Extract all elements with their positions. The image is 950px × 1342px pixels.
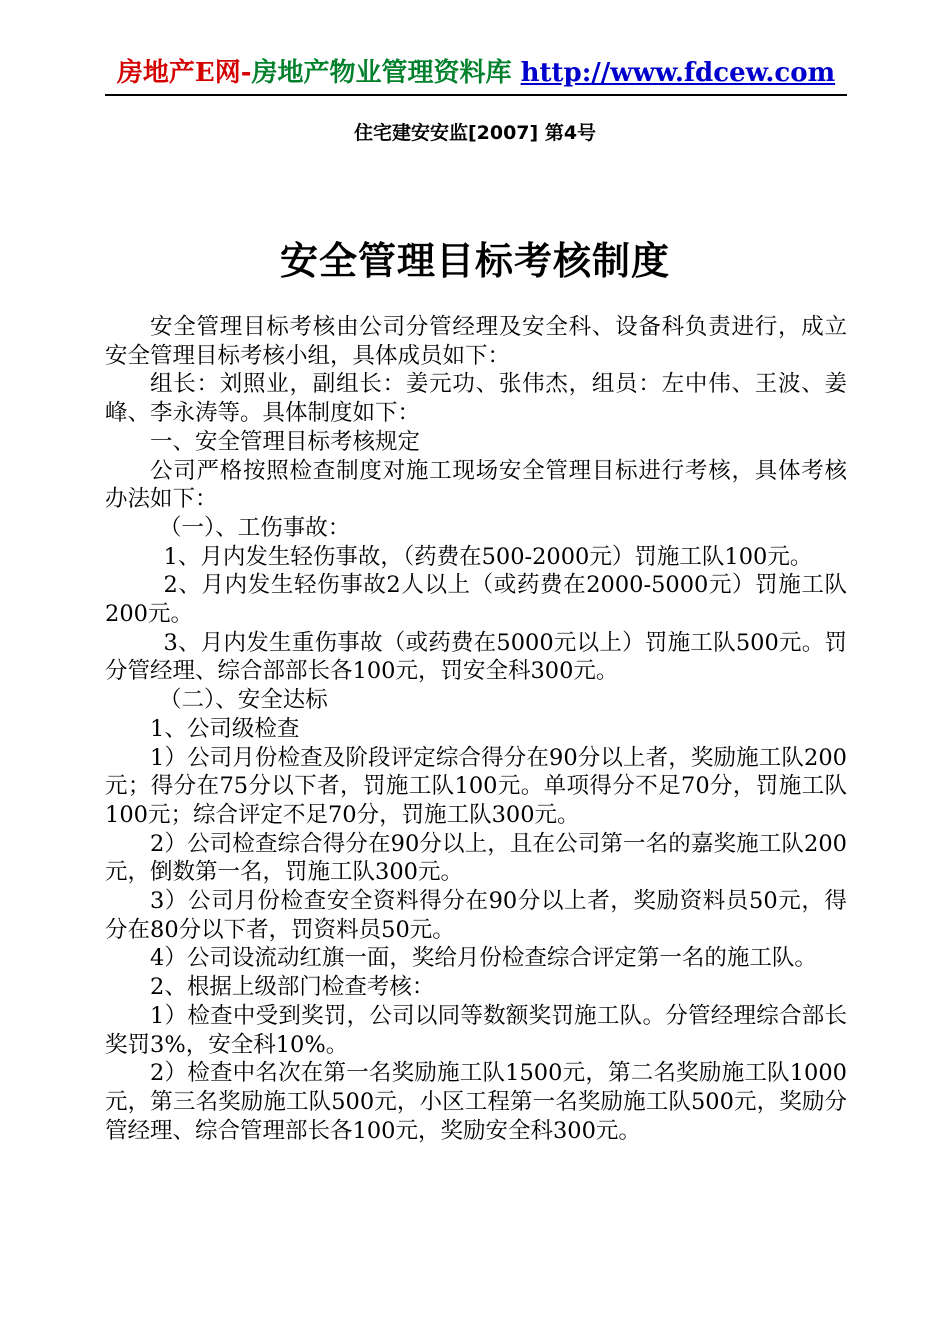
library-name: 房地产物业管理资料库 [251,58,512,88]
rule-item: 2）公司检查综合得分在90分以上，且在公司第一名的嘉奖施工队200元，倒数第一名，罚施工队300元。 [105,830,847,886]
subsection-heading-standard: （二）、安全达标 [159,687,328,714]
subsection-heading-superior-check: 2、根据上级部门检查考核： [150,974,435,1001]
rule-item: 3、月内发生重伤事故（或药费在5000元以上）罚施工队500元。罚分管经理、综合部部长各100元，罚安全科300元。 [105,629,847,685]
rule-item: 1）公司月份检查及阶段评定综合得分在90分以上者，奖励施工队200元；得分在75分以下者，罚施工队100元。单项得分不足70分，罚施工队100元；综合评定不足70分，罚施工队300元。 [105,744,847,828]
paragraph-members: 组长：刘照业，副组长：姜元功、张伟杰，组员：左中伟、王波、姜峰、李永涛等。具体制度如下： [105,371,847,427]
rule-item: 1、月内发生轻伤事故，（药费在500-2000元）罚施工队100元。 [163,543,813,570]
rule-item: 2）检查中名次在第一名奖励施工队1500元，第二名奖励施工队1000元，第三名奖励施工队500元，小区工程第一名奖励施工队500元，奖励分管经理、综合管理部长各100元，奖励安全科300元。 [105,1060,847,1144]
site-name: 房地产E网 [116,58,241,88]
paragraph-intro: 安全管理目标考核由公司分管经理及安全科、设备科负责进行，成立安全管理目标考核小组，具体成员如下： [105,314,847,369]
header-separator: - [240,58,252,88]
subsection-heading-injury: （一）、工伤事故： [159,514,351,541]
site-header [105,56,847,96]
document-body [105,313,847,1145]
rule-item: 4）公司设流动红旗一面，奖给月份检查综合评定第一名的施工队。 [150,945,817,972]
subsection-heading-company-check: 1、公司级检查 [150,715,300,742]
document-number: 住宅建安安监[2007] 第4号 [353,122,597,144]
page-title: 安全管理目标考核制度 [279,239,670,283]
rule-item: 3）公司月份检查安全资料得分在90分以上者，奖励资料员50元，得分在80分以下者，罚资料员50元。 [105,888,847,943]
paragraph-method: 公司严格按照检查制度对施工现场安全管理目标进行考核，具体考核办法如下： [105,457,847,513]
rule-item: 1）检查中受到奖罚，公司以同等数额奖罚施工队。分管经理综合部长奖罚3%，安全科10%。 [105,1002,847,1058]
rule-item: 2、月内发生轻伤事故2人以上（或药费在2000-5000元）罚施工队200元。 [105,572,847,628]
section-heading-1: 一、安全管理目标考核规定 [150,428,421,455]
site-url-link[interactable]: http://www.fdcew.com [520,58,836,88]
